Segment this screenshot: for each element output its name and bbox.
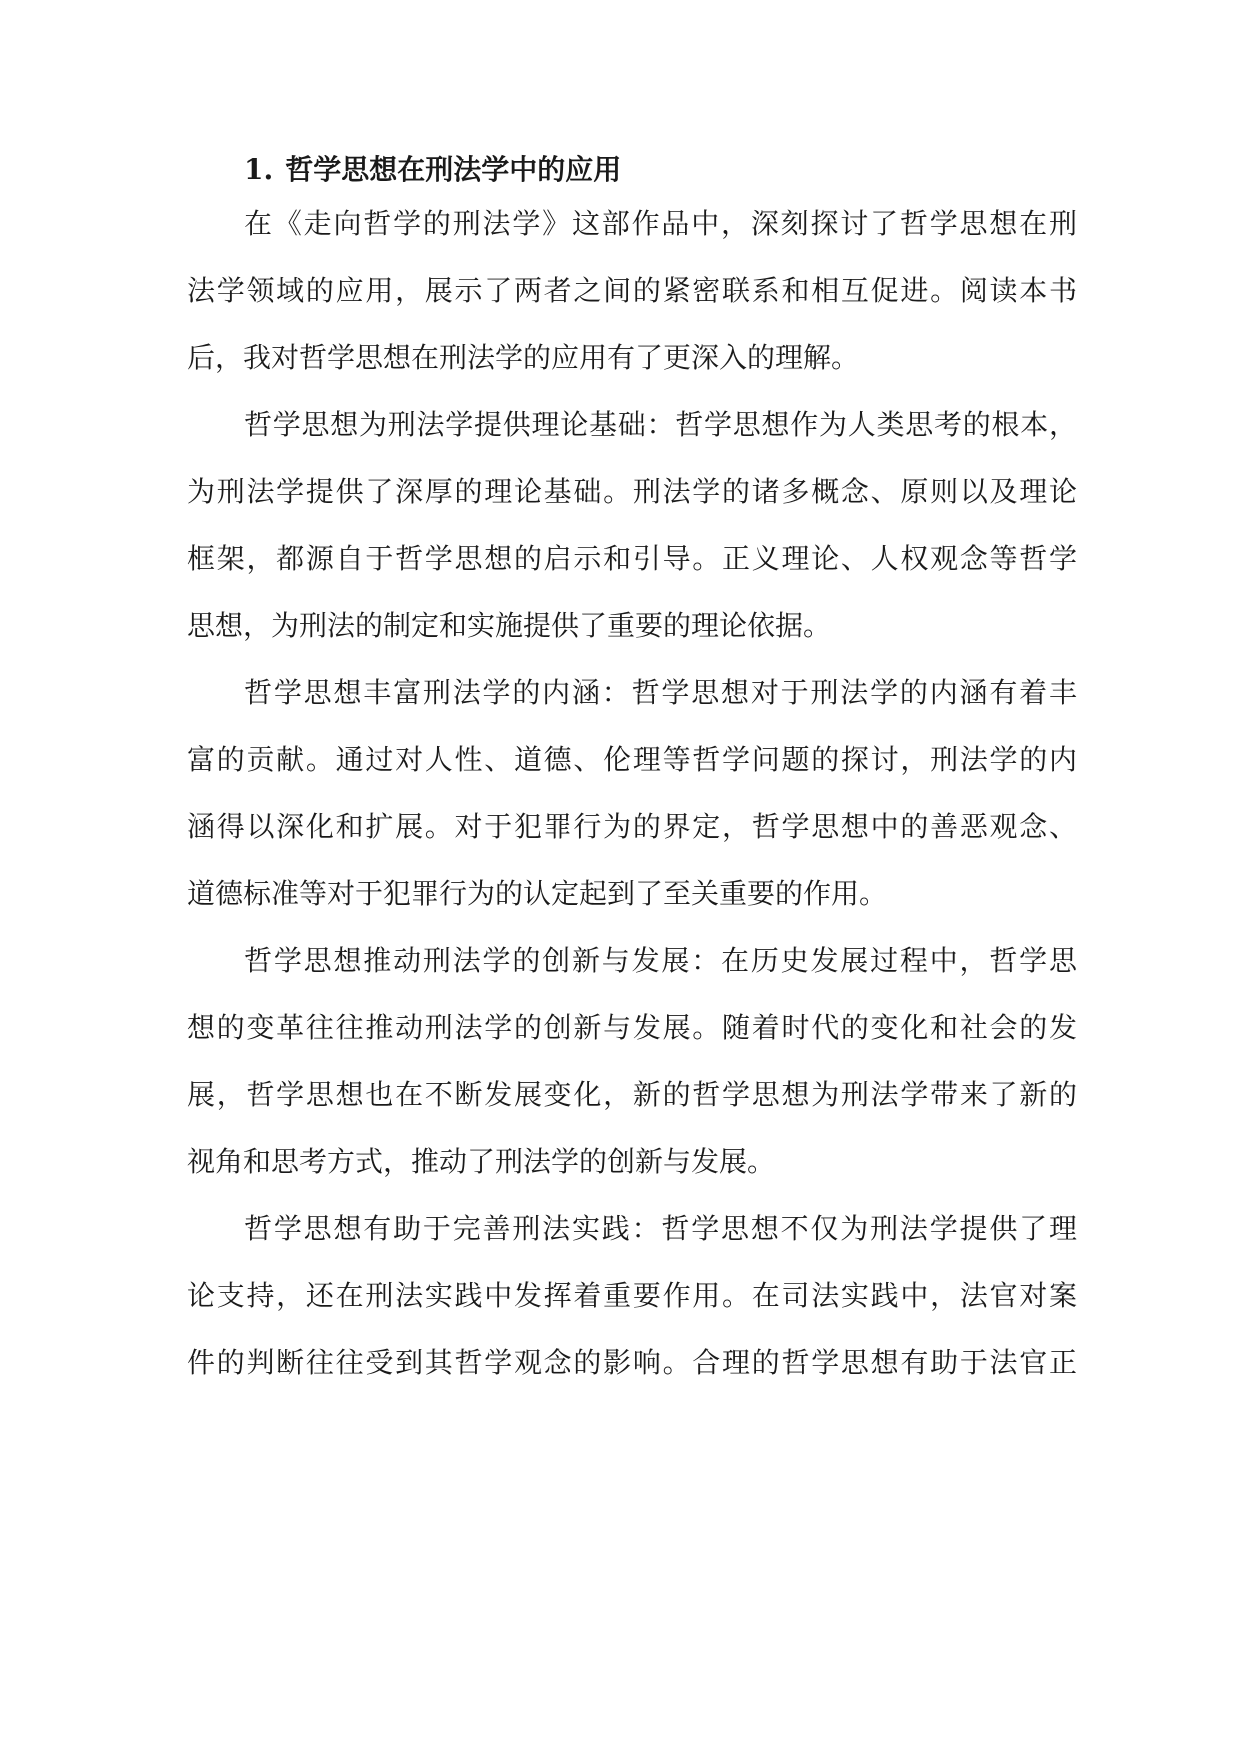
text-line: 框架，都源自于哲学思想的启示和引导。正义理论、人权观念等哲学 xyxy=(187,542,1077,575)
text-line: 后，我对哲学思想在刑法学的应用有了更深入的理解。 xyxy=(187,341,860,374)
text-line: 法学领域的应用，展示了两者之间的紧密联系和相互促进。阅读本书 xyxy=(187,274,1077,307)
text-line: 涵得以深化和扩展。对于犯罪行为的界定，哲学思想中的善恶观念、 xyxy=(187,810,1077,843)
text-line: 件的判断往往受到其哲学观念的影响。合理的哲学思想有助于法官正 xyxy=(187,1346,1077,1379)
text-line: 想的变革往往推动刑法学的创新与发展。随着时代的变化和社会的发 xyxy=(187,1011,1077,1044)
text-line: 视角和思考方式，推动了刑法学的创新与发展。 xyxy=(187,1145,776,1178)
text-line: 富的贡献。通过对人性、道德、伦理等哲学问题的探讨，刑法学的内 xyxy=(187,743,1077,776)
section-number: 1. xyxy=(244,153,274,186)
text-line: 为刑法学提供了深厚的理论基础。刑法学的诸多概念、原则以及理论 xyxy=(187,475,1077,508)
text-line: 在《走向哲学的刑法学》这部作品中，深刻探讨了哲学思想在刑 xyxy=(244,207,1077,240)
text-line: 哲学思想为刑法学提供理论基础：哲学思想作为人类思考的根本， xyxy=(244,408,1077,441)
text-line: 哲学思想丰富刑法学的内涵：哲学思想对于刑法学的内涵有着丰 xyxy=(244,676,1077,709)
text-line: 道德标准等对于犯罪行为的认定起到了至关重要的作用。 xyxy=(187,877,888,910)
text-line: 哲学思想推动刑法学的创新与发展：在历史发展过程中，哲学思 xyxy=(244,944,1077,977)
text-line: 哲学思想有助于完善刑法实践：哲学思想不仅为刑法学提供了理 xyxy=(244,1212,1077,1245)
section-title: 哲学思想在刑法学中的应用 xyxy=(285,153,622,186)
text-line: 论支持，还在刑法实践中发挥着重要作用。在司法实践中，法官对案 xyxy=(187,1279,1077,1312)
text-line: 展，哲学思想也在不断发展变化，新的哲学思想为刑法学带来了新的 xyxy=(187,1078,1077,1111)
text-line: 思想，为刑法的制定和实施提供了重要的理论依据。 xyxy=(187,609,832,642)
section-heading xyxy=(244,150,621,190)
